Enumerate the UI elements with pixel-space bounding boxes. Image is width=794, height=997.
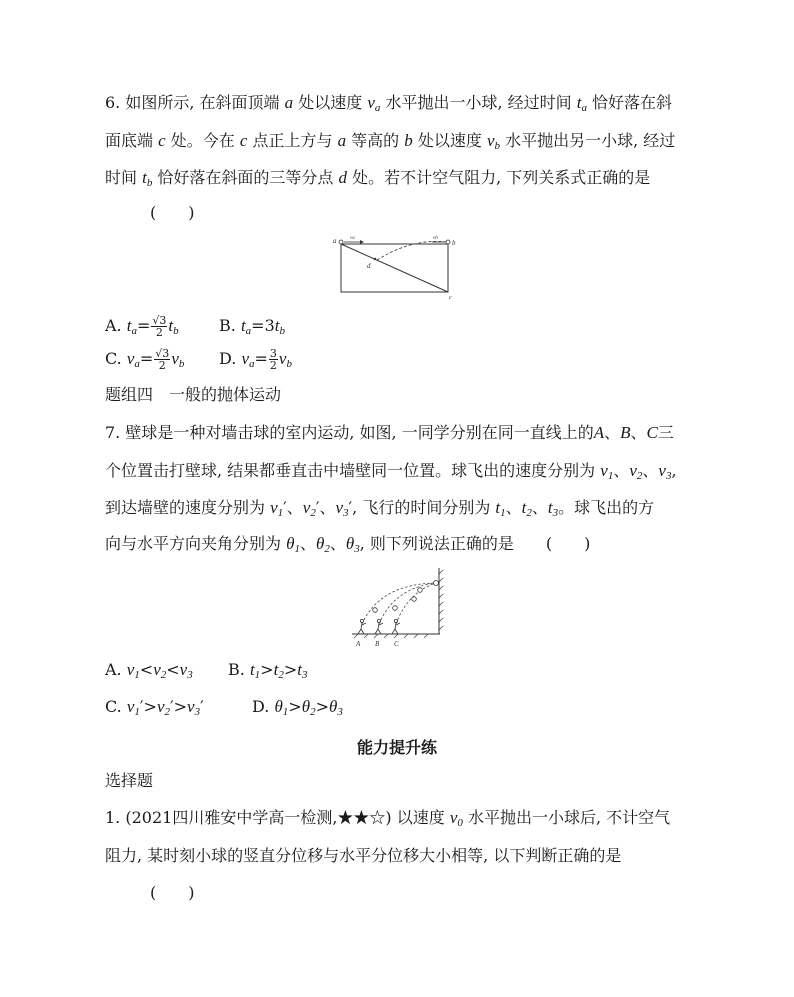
q6-ball-b (446, 240, 450, 244)
q7-ball-2 (393, 606, 398, 611)
q6-label-a: a (333, 237, 337, 245)
q7-trajectory-a (362, 583, 436, 624)
q6-label-va: va (350, 236, 355, 241)
q7-wall-hatching (439, 570, 443, 630)
q7-player-c-icon (392, 619, 400, 634)
q6-incline-line (341, 244, 448, 292)
q7-option-a[interactable]: A. $v_1<v_2<v_3$ (105, 660, 193, 681)
section-title: 能力提升练 (356, 738, 437, 757)
q7-floor-hatching (354, 634, 428, 638)
q6-arrow-va-head (360, 240, 364, 244)
q7-option-b[interactable]: B. $t_1>t_2>t_3$ (228, 660, 308, 681)
q6-point-d (374, 258, 376, 260)
p1-answer-bracket: ( ) (150, 883, 195, 902)
q7-label-a: A (356, 640, 361, 648)
q6-option-a[interactable]: A. $t_a=$ $\frac{√3}{2}$ $t_b$ (105, 314, 179, 339)
q6-label-vb: vb (433, 236, 438, 241)
q7-trajectory-c (396, 583, 436, 624)
q6-answer-bracket: ( ) (150, 203, 195, 222)
q7-line-4: 向与水平方向夹角分别为 $\theta_1$、$\theta_2$、$\theta_3$, 则下列说法正确的是 ( ) (105, 534, 591, 555)
q6-line-2: 面底端 c 处。今在 c 点正上方与 a 等高的 b 处以速度 $v_b$ 水平抛出另一小球, 经过 (105, 131, 676, 152)
q7-ball-1 (373, 608, 378, 613)
q7-trajectory-b (379, 583, 436, 624)
q7-player-b-icon (375, 619, 383, 634)
q6-label-d: d (367, 262, 371, 270)
p1-line-1: 1. (2021四川雅安中学高一检测,★★☆) 以速度 $v_0$ 水平抛出一小球后, 不计空气 (105, 808, 671, 829)
q7-ball-3 (412, 597, 417, 602)
q7-line-2: 个位置击打壁球, 结果都垂直击中墙壁同一位置。球飞出的速度分别为 $v_1$、$v_2$、$v_3$, (105, 461, 677, 482)
subsection-title: 选择题 (105, 771, 154, 790)
q6-ball-a (339, 240, 343, 244)
q7-option-c[interactable]: C. $v_1'>v_2'>v_3'$ (105, 697, 204, 718)
q6-option-b[interactable]: B. $t_a=3t_b$ (219, 316, 285, 337)
q6-option-c[interactable]: C. $v_a=$ $\frac{√3}{2}$ $v_b$ (105, 347, 185, 372)
q7-ball-4 (418, 588, 423, 593)
q7-label-b: B (375, 640, 380, 648)
q6-label-c: c (449, 295, 452, 300)
p1-line-2: 阻力, 某时刻小球的竖直分位移与水平分位移大小相等, 以下判断正确的是 (105, 846, 622, 865)
q6-line-3: 时间 $t_b$ 恰好落在斜面的三等分点 d 处。若不计空气阻力, 下列关系式正确的是 (105, 168, 651, 189)
q6-incline-figure (332, 232, 462, 300)
q7-line-1: 7. 壁球是一种对墙击球的室内运动, 如图, 一同学分别在同一直线上的A、B、C三 (105, 423, 674, 442)
q6-option-d[interactable]: D. $v_a=$ $\frac{3}{2}$ $v_b$ (219, 347, 292, 372)
q6-line-1: 6. 如图所示, 在斜面顶端 a 处以速度 $v_a$ 水平抛出一小球, 经过时间 $t_a$ 恰好落在斜 (105, 93, 673, 114)
q7-squash-figure (350, 566, 450, 650)
q7-option-d[interactable]: D. $\theta_1>\theta_2>\theta_3$ (252, 697, 343, 718)
q7-label-c: C (394, 640, 399, 648)
group4-title: 题组四 一般的抛体运动 (105, 385, 282, 404)
q7-player-a-icon (358, 619, 366, 634)
q7-ball-wall (434, 581, 439, 586)
q7-line-3: 到达墙壁的速度分别为 $v_1'$、$v_2'$、$v_3'$, 飞行的时间分别为 $t_1$、$t_2$、$t_3$。球飞出的方 (105, 498, 655, 519)
q6-label-b: b (452, 239, 456, 247)
